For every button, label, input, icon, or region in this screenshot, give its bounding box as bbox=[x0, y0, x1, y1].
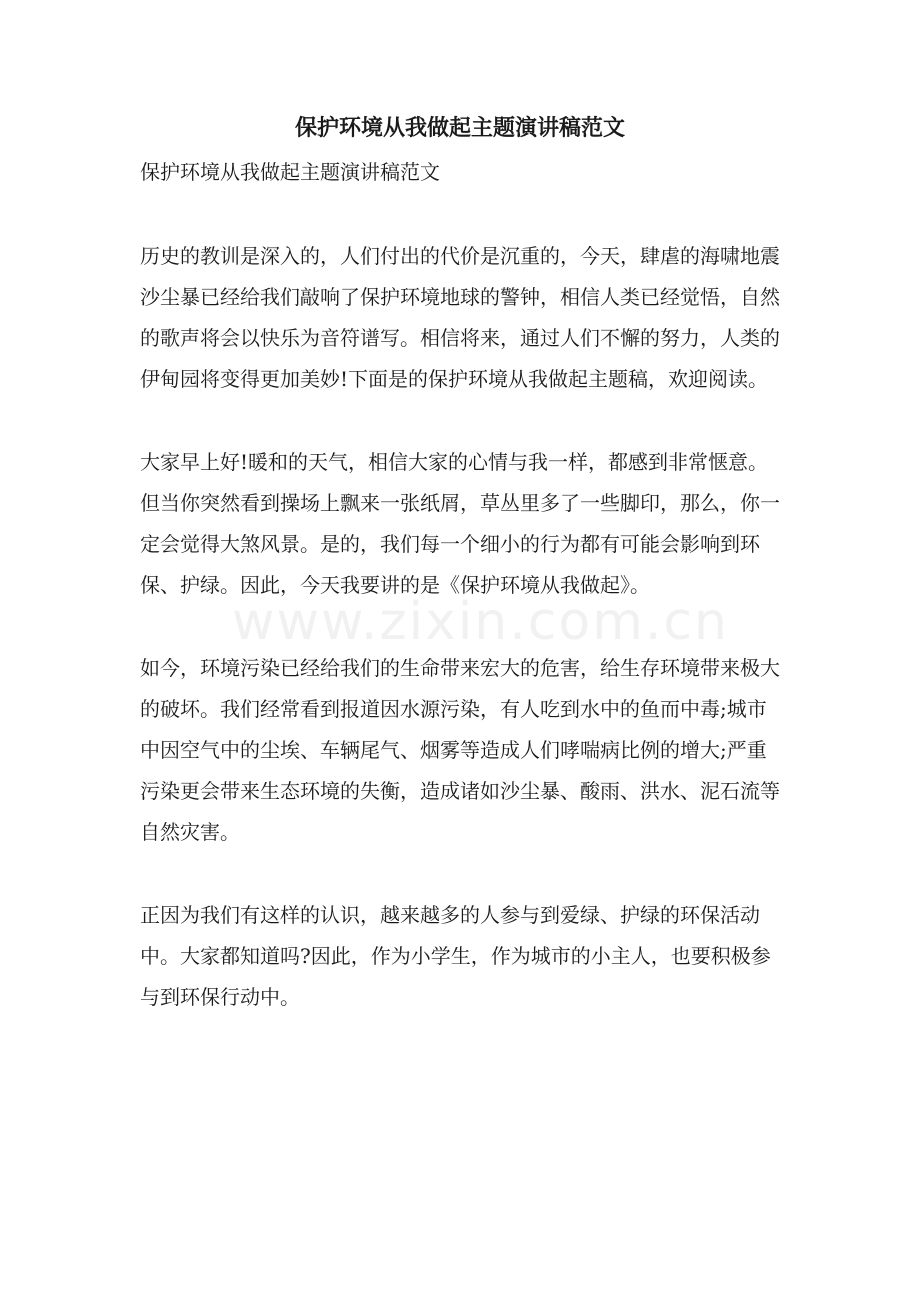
subtitle: 保护环境从我做起主题演讲稿范文 bbox=[140, 160, 440, 184]
paragraph-2: 大家早上好!暖和的天气，相信大家的心情与我一样，都感到非常惬意。但当你突然看到操场上飘来一张纸屑，草丛里多了一些脚印，那么，你一定会觉得大煞风景。是的，我们每一个细小的行为都有可能会影响到环保、护绿。因此，今天我要讲的是《保护环境从我做起》。 bbox=[140, 450, 780, 597]
watermark: www.zixin.com.cn bbox=[232, 592, 729, 652]
page-title: 保护环境从我做起主题演讲稿范文 bbox=[294, 115, 625, 141]
paragraph-1: 历史的教训是深入的，人们付出的代价是沉重的，今天，肆虐的海啸地震沙尘暴已经给我们敲响了保护环境地球的警钟，相信人类已经觉悟，自然的歌声将会以快乐为音符谱写。相信将来，通过人们不懈的努力，人类的伊甸园将变得更加美妙!下面是的保护环境从我做起主题稿，欢迎阅读。 bbox=[140, 244, 780, 391]
paragraph-3: 如今，环境污染已经给我们的生命带来宏大的危害，给生存环境带来极大的破坏。我们经常看到报道因水源污染，有人吃到水中的鱼而中毒;城市中因空气中的尘埃、车辆尾气、烟雾等造成人们哮喘病比例的增大;严重污染更会带来生态环境的失衡，造成诸如沙尘暴、酸雨、洪水、泥石流等自然灾害。 bbox=[140, 656, 780, 844]
paragraph-4: 正因为我们有这样的认识，越来越多的人参与到爱绿、护绿的环保活动中。大家都知道吗?因此，作为小学生，作为城市的小主人，也要积极参与到环保行动中。 bbox=[140, 903, 771, 1009]
document-body bbox=[140, 150, 780, 1018]
